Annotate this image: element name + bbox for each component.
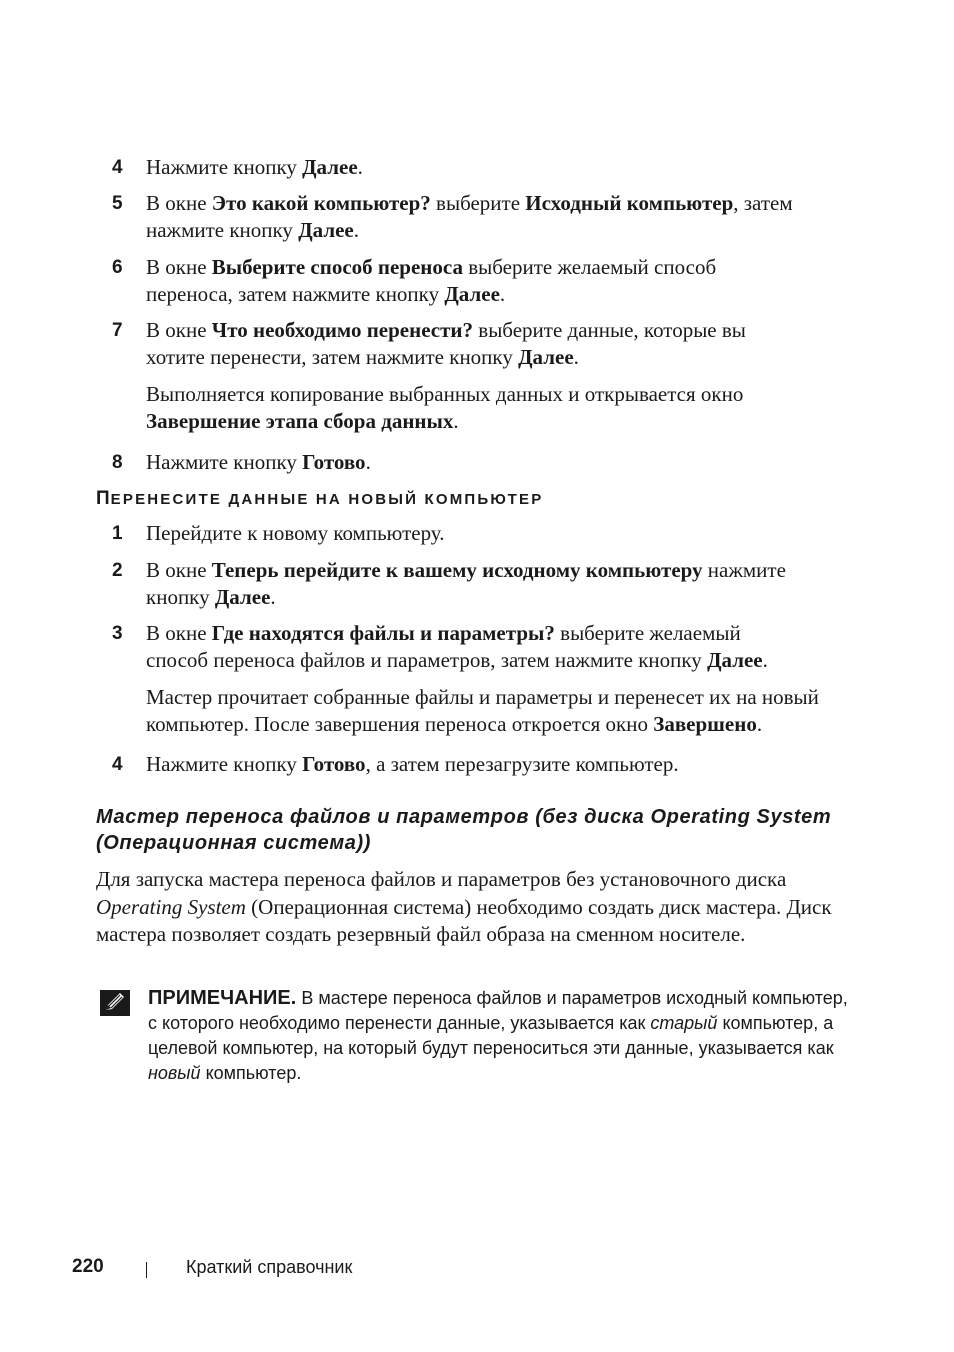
step-text: Нажмите кнопку Далее. xyxy=(146,155,363,179)
footer-divider xyxy=(146,1262,147,1278)
step-7-result: Выполняется копирование выбранных данных и открывается окно Завершение этапа сбора данных. xyxy=(146,382,744,433)
step-text: В окне Теперь перейдите к вашему исходному компьютеру нажмите кнопку Далее. xyxy=(146,558,786,609)
step-number: 3 xyxy=(112,623,123,644)
step-text: Нажмите кнопку Готово. xyxy=(146,450,371,474)
step-number: 7 xyxy=(112,320,123,341)
step-text: Нажмите кнопку Готово, а затем перезагрузите компьютер. xyxy=(146,752,679,776)
step-3-result: Мастер прочитает собранные файлы и параметры и перенесет их на новый компьютер. После завершения переноса откроется окно Завершено. xyxy=(146,685,819,736)
step-number: 2 xyxy=(112,560,123,581)
step-text: В окне Что необходимо перенести? выберите данные, которые вы хотите перенести, затем нажмите кнопку Далее. xyxy=(146,318,746,369)
footer-title: Краткий справочник xyxy=(186,1257,353,1277)
section-heading: ПЕРЕНЕСИТЕ ДАННЫЕ НА НОВЫЙ КОМПЬЮТЕР xyxy=(96,488,544,509)
step-number: 8 xyxy=(112,452,123,473)
step-text: В окне Где находятся файлы и параметры? выберите желаемый способ переноса файлов и параметров, затем нажмите кнопку Далее. xyxy=(146,621,768,672)
step-number: 4 xyxy=(112,754,123,775)
step-number: 5 xyxy=(112,193,123,214)
step-text: В окне Это какой компьютер? выберите Исходный компьютер, затем нажмите кнопку Далее. xyxy=(146,191,793,242)
page-number: 220 xyxy=(72,1256,104,1277)
step-text: Перейдите к новому компьютеру. xyxy=(146,521,445,545)
intro-paragraph: Для запуска мастера переноса файлов и параметров без установочного диска Operating System (Операционная система) необходимо создать диск мастера. Диск мастера позволяет создать резервный файл образа на сменном носителе. xyxy=(96,867,832,946)
subheading: Мастер переноса файлов и параметров (без диска Operating System (Операционная система)) xyxy=(96,806,832,854)
step-number: 4 xyxy=(112,157,123,178)
step-number: 1 xyxy=(112,523,123,544)
note-text: ПРИМЕЧАНИЕ. В мастере переноса файлов и параметров исходный компьютер, с которого необходимо перенести данные, указывается как старый компьютер, а целевой компьютер, на который будут переноситься эти данные, указывается как новый компьютер. xyxy=(148,987,848,1083)
note-pencil-icon xyxy=(100,990,130,1016)
step-number: 6 xyxy=(112,257,123,278)
step-text: В окне Выберите способ переноса выберите желаемый способ переноса, затем нажмите кнопку Далее. xyxy=(146,255,717,306)
